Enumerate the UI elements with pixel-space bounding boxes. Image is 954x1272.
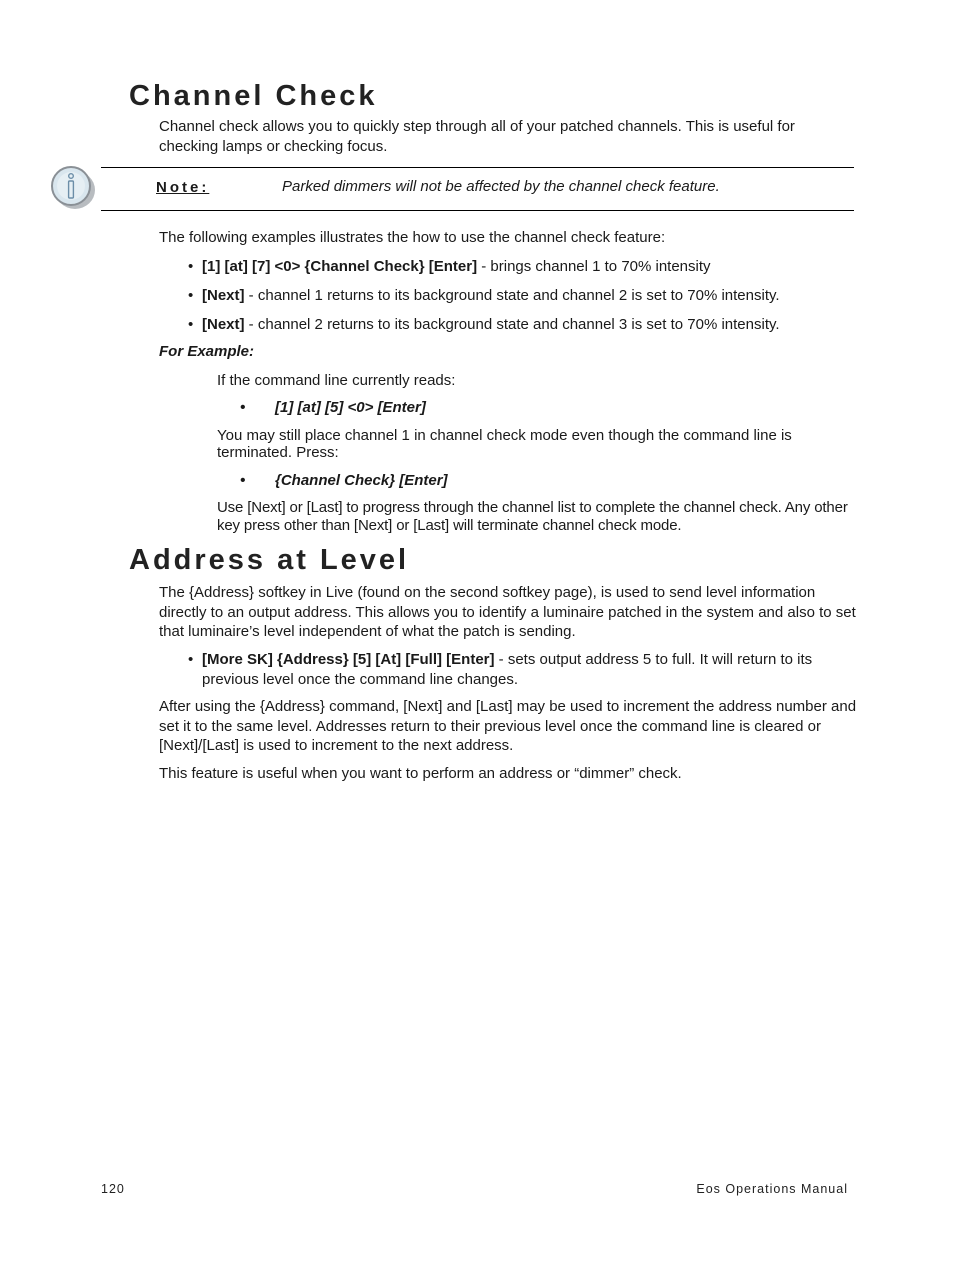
bullet-text: - brings channel 1 to 70% intensity — [477, 258, 711, 275]
after-using-text: After using the {Address} command, [Next] and [Last] may be used to increment the address number and set it to the same level. Addresses return to their previous level once the command line is cleared or [Next]/[Last] is used to increment to the next address. — [159, 698, 857, 754]
channel-check-intro: Channel check allows you to quickly step through all of your patched channels. This is useful for checking lamps or checking focus. — [159, 118, 795, 155]
examples-intro: The following examples illustrates the how to use the channel check feature: — [159, 229, 666, 246]
manual-title: Eos Operations Manual — [696, 1182, 848, 1196]
key-sequence: [Next] — [202, 316, 245, 333]
note-label: Note: — [156, 179, 210, 196]
key-sequence: [Next] — [202, 287, 245, 304]
example-command: {Channel Check} [Enter] — [275, 472, 448, 489]
address-intro: The {Address} softkey in Live (found on the second softkey page), is used to send level information directly to an output address. This allows you to identify a luminaire patched in the system and also to set that luminaire’s level independent of what the patch is sending. — [159, 584, 856, 640]
key-sequence: [More SK] {Address} [5] [At] [Full] [Enter] — [202, 651, 495, 668]
bullet-text: - channel 2 returns to its background state and channel 3 is set to 70% intensity. — [244, 316, 780, 333]
section-title-address-at-level: Address at Level — [129, 544, 410, 576]
note-bottom-rule — [101, 210, 854, 211]
use-next-text: Use [Next] or [Last] to progress through the channel list to complete the channel check. Any other key press other than [Next] or [Last] will terminate channel check mode. — [217, 499, 848, 534]
command-line-reads: If the command line currently reads: — [217, 372, 456, 389]
bullet-text: - sets output address 5 to full. It will return to its previous level once the command line changes. — [202, 651, 813, 688]
bullet-text: - channel 1 returns to its background state and channel 2 is set to 70% intensity. — [244, 287, 780, 304]
example-command: [1] [at] [5] <0> [Enter] — [275, 399, 426, 416]
key-sequence: [1] [at] [7] <0> {Channel Check} [Enter] — [202, 258, 478, 275]
still-place-text: You may still place channel 1 in channel check mode even though the command line is terminated. Press: — [217, 427, 792, 461]
section-title-channel-check: Channel Check — [129, 80, 378, 112]
useful-text: This feature is useful when you want to perform an address or “dimmer” check. — [159, 765, 682, 782]
info-icon — [50, 166, 98, 212]
for-example-heading: For Example: — [159, 343, 255, 360]
page-number: 120 — [101, 1182, 125, 1196]
note-top-rule — [101, 167, 854, 168]
note-text: Parked dimmers will not be affected by the channel check feature. — [282, 178, 720, 195]
